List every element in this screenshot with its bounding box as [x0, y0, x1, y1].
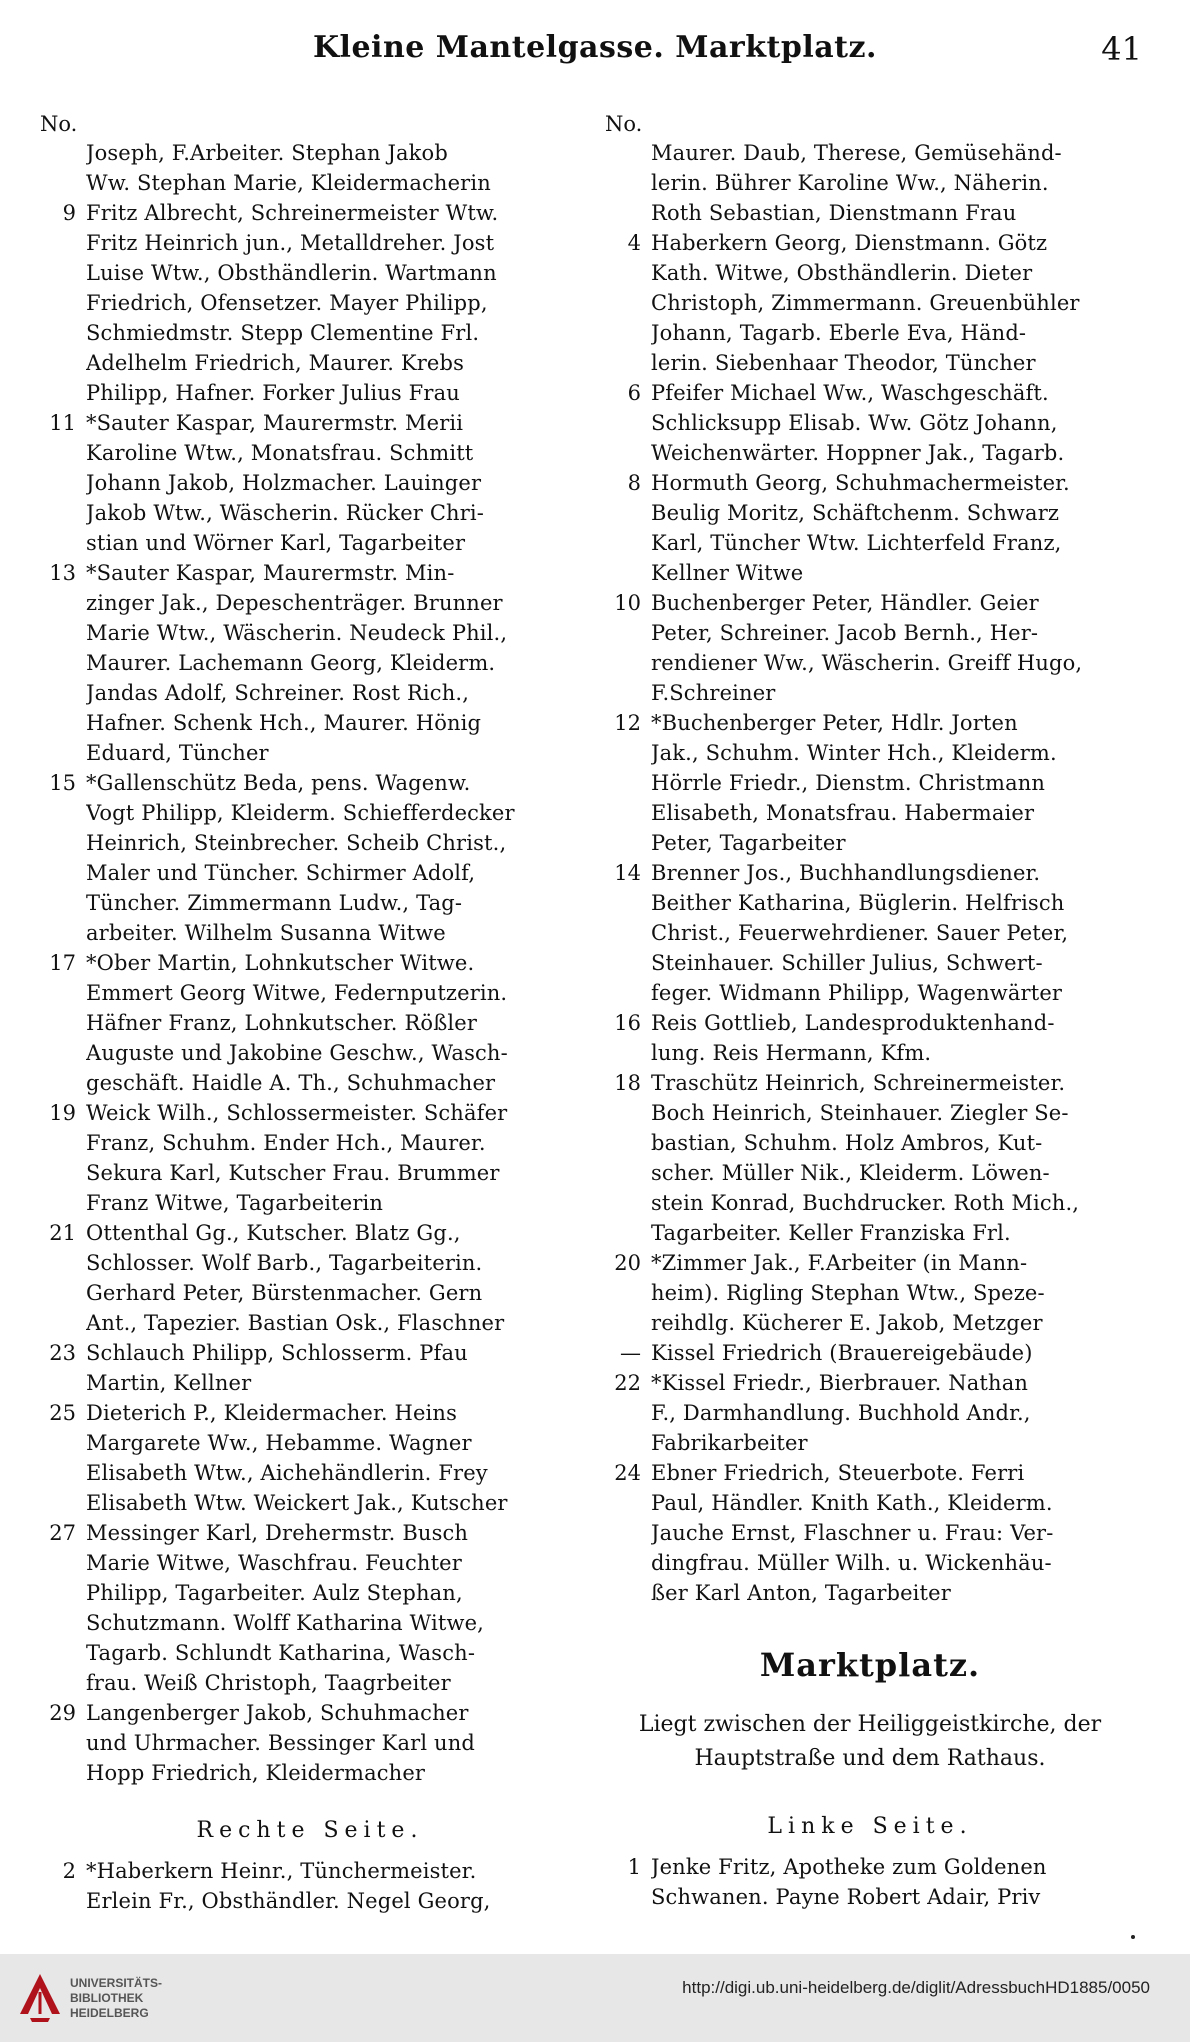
entry-line: Pfeifer Michael Ww., Waschgeschäft. — [651, 381, 1049, 405]
entry-line: Ottenthal Gg., Kutscher. Blatz Gg., — [86, 1221, 461, 1245]
entry-line: Kellner Witwe — [651, 561, 804, 585]
house-number: — — [620, 1341, 641, 1365]
address-entry — [40, 138, 580, 198]
house-number: 2 — [62, 1859, 76, 1883]
right-column — [605, 110, 1135, 1912]
entry-line: Brenner Jos., Buchhandlungsdiener. — [651, 861, 1041, 885]
address-entry — [40, 1698, 580, 1788]
library-name-line: UNIVERSITÄTS- — [70, 1976, 163, 1990]
entry-line: Dieterich P., Kleidermacher. Heins — [86, 1401, 458, 1425]
entry-line: Emmert Georg Witwe, Federnputzerin. — [86, 981, 508, 1005]
entry-line: Schutzmann. Wolff Katharina Witwe, — [86, 1611, 484, 1635]
entry-line: Reis Gottlieb, Landesproduktenhand- — [651, 1011, 1055, 1035]
entry-line: Schmiedmstr. Stepp Clementine Frl. — [86, 321, 480, 345]
entry-line: Steinhauer. Schiller Julius, Schwert- — [651, 951, 1043, 975]
entry-line: Maurer. Daub, Therese, Gemüsehänd- — [651, 141, 1062, 165]
entry-line: zinger Jak., Depeschenträger. Brunner — [86, 591, 503, 615]
house-number: 25 — [49, 1401, 76, 1425]
entry-line: Ant., Tapezier. Bastian Osk., Flaschner — [86, 1311, 505, 1335]
entry-line: Adelhelm Friedrich, Maurer. Krebs — [86, 351, 465, 375]
entry-line: Fritz Albrecht, Schreinermeister Wtw. — [86, 201, 499, 225]
entry-line: Joseph, F.Arbeiter. Stephan Jakob — [86, 141, 448, 165]
entry-line: Franz, Schuhm. Ender Hch., Maurer. — [86, 1131, 486, 1155]
entry-line: Elisabeth Wtw., Aichehändlerin. Frey — [86, 1461, 488, 1485]
library-name-line: HEIDELBERG — [70, 2006, 149, 2020]
entry-line: Franz Witwe, Tagarbeiterin — [86, 1191, 384, 1215]
address-entry — [40, 1856, 580, 1916]
address-entry — [40, 1098, 580, 1218]
left-entries — [40, 138, 580, 1788]
house-number: 11 — [49, 411, 76, 435]
right-entries — [605, 138, 1135, 1608]
house-number: 21 — [49, 1221, 76, 1245]
section-description-line: Hauptstraße und dem Rathaus. — [694, 1746, 1046, 1771]
house-number: 22 — [614, 1371, 641, 1395]
entry-line: Johann, Tagarb. Eberle Eva, Händ- — [651, 321, 1027, 345]
address-entry — [40, 768, 580, 948]
entry-line: Philipp, Tagarbeiter. Aulz Stephan, — [86, 1581, 463, 1605]
house-number: 17 — [49, 951, 76, 975]
address-entry — [605, 1368, 1135, 1458]
entry-line: Johann Jakob, Holzmacher. Lauinger — [86, 471, 482, 495]
entry-line: Karoline Wtw., Monatsfrau. Schmitt — [86, 441, 474, 465]
house-number: 4 — [627, 231, 641, 255]
address-entry — [40, 1398, 580, 1518]
entry-line: Jauche Ernst, Flaschner u. Frau: Ver- — [651, 1521, 1054, 1545]
entry-line: *Gallenschütz Beda, pens. Wagenw. — [86, 771, 471, 795]
entry-line: Tüncher. Zimmermann Ludw., Tag- — [86, 891, 463, 915]
right-side-heading: Rechte Seite. — [196, 1818, 424, 1843]
entry-line: Hormuth Georg, Schuhmachermeister. — [651, 471, 1070, 495]
entry-line: Messinger Karl, Drehermstr. Busch — [86, 1521, 469, 1545]
entry-line: Peter, Schreiner. Jacob Bernh., Her- — [651, 621, 1039, 645]
address-entry — [40, 198, 580, 408]
entry-line: *Zimmer Jak., F.Arbeiter (in Mann- — [651, 1251, 1028, 1275]
entry-line: *Kissel Friedr., Bierbrauer. Nathan — [651, 1371, 1029, 1395]
section-heading: Marktplatz. — [759, 1646, 981, 1684]
house-number: 15 — [49, 771, 76, 795]
address-entry — [605, 138, 1135, 228]
entry-line: Ww. Stephan Marie, Kleidermacherin — [86, 171, 491, 195]
address-entry — [605, 1068, 1135, 1248]
entry-line: Buchenberger Peter, Händler. Geier — [651, 591, 1039, 615]
address-entry — [40, 1218, 580, 1338]
entry-line: Ebner Friedrich, Steuerbote. Ferri — [651, 1461, 1025, 1485]
entry-line: Marie Wtw., Wäscherin. Neudeck Phil., — [86, 621, 508, 645]
page-header — [0, 30, 1190, 80]
entry-line: Häfner Franz, Lohnkutscher. Rößler — [86, 1011, 478, 1035]
address-entry — [605, 1338, 1135, 1368]
address-entry — [605, 468, 1135, 588]
entry-line: Vogt Philipp, Kleiderm. Schiefferdecker — [86, 801, 515, 825]
address-entry — [605, 378, 1135, 468]
entry-line: *Haberkern Heinr., Tünchermeister. — [86, 1859, 477, 1883]
entry-line: Peter, Tagarbeiter — [651, 831, 846, 855]
address-entry — [605, 1008, 1135, 1068]
entry-line: Hafner. Schenk Hch., Maurer. Hönig — [86, 711, 482, 735]
house-number: 23 — [49, 1341, 76, 1365]
source-url[interactable]: http://digi.ub.uni-heidelberg.de/diglit/AdressbuchHD1885/0050 — [682, 1978, 1150, 1997]
entry-line: Marie Witwe, Waschfrau. Feuchter — [86, 1551, 462, 1575]
entry-line: *Sauter Kaspar, Maurermstr. Merii — [86, 411, 464, 435]
address-entry — [40, 1338, 580, 1398]
address-entry — [605, 708, 1135, 858]
house-number: 12 — [614, 711, 641, 735]
entry-line: scher. Müller Nik., Kleiderm. Löwen- — [651, 1161, 1050, 1185]
house-number: 9 — [62, 201, 76, 225]
address-entry — [605, 1248, 1135, 1338]
entry-line: lung. Reis Hermann, Kfm. — [651, 1041, 932, 1065]
entry-line: ßer Karl Anton, Tagarbeiter — [651, 1581, 951, 1605]
left-side-entries — [605, 1852, 1135, 1912]
section-description — [605, 1708, 1135, 1776]
entry-line: Elisabeth, Monatsfrau. Habermaier — [651, 801, 1035, 825]
entry-line: frau. Weiß Christoph, Taagrbeiter — [86, 1671, 451, 1695]
library-name-line: BIBLIOTHEK — [70, 1991, 144, 2005]
entry-line: feger. Widmann Philipp, Wagenwärter — [651, 981, 1063, 1005]
entry-line: Haberkern Georg, Dienstmann. Götz — [651, 231, 1048, 255]
entry-line: Auguste und Jakobine Geschw., Wasch- — [86, 1041, 508, 1065]
house-number: 16 — [614, 1011, 641, 1035]
house-number: 13 — [49, 561, 76, 585]
entry-line: geschäft. Haidle A. Th., Schuhmacher — [86, 1071, 496, 1095]
entry-line: Heinrich, Steinbrecher. Scheib Christ., — [86, 831, 507, 855]
entry-line: Jenke Fritz, Apotheke zum Goldenen — [651, 1855, 1047, 1879]
entry-line: und Uhrmacher. Bessinger Karl und — [86, 1731, 475, 1755]
house-number: 27 — [49, 1521, 76, 1545]
entry-line: Karl, Tüncher Wtw. Lichterfeld Franz, — [651, 531, 1062, 555]
entry-line: *Buchenberger Peter, Hdlr. Jorten — [651, 711, 1018, 735]
address-entry — [605, 858, 1135, 1008]
house-number: 20 — [614, 1251, 641, 1275]
entry-line: Schlauch Philipp, Schlosserm. Pfau — [86, 1341, 468, 1365]
entry-line: Jakob Wtw., Wäscherin. Rücker Chri- — [86, 501, 485, 525]
entry-line: F., Darmhandlung. Buchhold Andr., — [651, 1401, 1031, 1425]
address-entry — [40, 948, 580, 1098]
left-side-heading: Linke Seite. — [767, 1814, 973, 1839]
entry-line: Traschütz Heinrich, Schreinermeister. — [651, 1071, 1066, 1095]
address-entry — [605, 228, 1135, 378]
entry-line: Hörrle Friedr., Dienstm. Christmann — [651, 771, 1046, 795]
page-title: Kleine Mantelgasse. Marktplatz. — [312, 30, 877, 65]
entry-line: Jandas Adolf, Schreiner. Rost Rich., — [86, 681, 470, 705]
entry-line: *Sauter Kaspar, Maurermstr. Min- — [86, 561, 455, 585]
entry-line: Philipp, Hafner. Forker Julius Frau — [86, 381, 460, 405]
entry-line: bastian, Schuhm. Holz Ambros, Kut- — [651, 1131, 1043, 1155]
entry-line: Jak., Schuhm. Winter Hch., Kleiderm. — [651, 741, 1057, 765]
house-number: 19 — [49, 1101, 76, 1125]
entry-line: Paul, Händler. Knith Kath., Kleiderm. — [651, 1491, 1053, 1515]
entry-line: stian und Wörner Karl, Tagarbeiter — [86, 531, 466, 555]
house-number: 29 — [49, 1701, 76, 1725]
number-column-label: No. — [605, 112, 643, 136]
entry-line: heim). Rigling Stephan Wtw., Speze- — [651, 1281, 1045, 1305]
entry-line: F.Schreiner — [651, 681, 776, 705]
entry-line: Eduard, Tüncher — [86, 741, 269, 765]
entry-line: dingfrau. Müller Wilh. u. Wickenhäu- — [651, 1551, 1052, 1575]
house-number: 8 — [627, 471, 641, 495]
entry-line: Kath. Witwe, Obsthändlerin. Dieter — [651, 261, 1033, 285]
address-entry — [605, 588, 1135, 708]
entry-line: Luise Wtw., Obsthändlerin. Wartmann — [86, 261, 497, 285]
library-name — [70, 1976, 162, 2021]
entry-line: Boch Heinrich, Steinhauer. Ziegler Se- — [651, 1101, 1069, 1125]
entry-line: Schlosser. Wolf Barb., Tagarbeiterin. — [86, 1251, 483, 1275]
entry-line: Christoph, Zimmermann. Greuenbühler — [651, 291, 1080, 315]
entry-line: Maurer. Lachemann Georg, Kleiderm. — [86, 651, 496, 675]
entry-line: Friedrich, Ofensetzer. Mayer Philipp, — [86, 291, 488, 315]
entry-line: Margarete Ww., Hebamme. Wagner — [86, 1431, 472, 1455]
page-number: 41 — [1101, 30, 1142, 68]
address-entry — [605, 1852, 1135, 1912]
entry-line: arbeiter. Wilhelm Susanna Witwe — [86, 921, 446, 945]
number-column-label: No. — [40, 112, 78, 136]
house-number: 1 — [627, 1855, 641, 1879]
house-number: 18 — [614, 1071, 641, 1095]
house-number: 10 — [614, 591, 641, 615]
entry-line: Fabrikarbeiter — [651, 1431, 808, 1455]
entry-line: lerin. Bührer Karoline Ww., Näherin. — [651, 171, 1049, 195]
speck-mark — [1131, 1935, 1135, 1939]
entry-line: Gerhard Peter, Bürstenmacher. Gern — [86, 1281, 483, 1305]
entry-line: Langenberger Jakob, Schuhmacher — [86, 1701, 469, 1725]
house-number: 14 — [614, 861, 641, 885]
house-number: 24 — [614, 1461, 641, 1485]
entry-line: Weick Wilh., Schlossermeister. Schäfer — [86, 1101, 508, 1125]
entry-line: Fritz Heinrich jun., Metalldreher. Jost — [86, 231, 495, 255]
entry-line: rendiener Ww., Wäscherin. Greiff Hugo, — [651, 651, 1083, 675]
entry-line: Schlicksupp Elisab. Ww. Götz Johann, — [651, 411, 1058, 435]
left-column — [40, 110, 580, 1916]
entry-line: Kissel Friedrich (Brauereigebäude) — [651, 1341, 1033, 1365]
entry-line: Tagarbeiter. Keller Franziska Frl. — [651, 1221, 1011, 1245]
entry-line: Beulig Moritz, Schäftchenm. Schwarz — [651, 501, 1060, 525]
address-entry — [40, 558, 580, 768]
entry-line: Martin, Kellner — [86, 1371, 252, 1395]
entry-line: Maler und Tüncher. Schirmer Adolf, — [86, 861, 476, 885]
entry-line: Hopp Friedrich, Kleidermacher — [86, 1761, 426, 1785]
entry-line: Erlein Fr., Obsthändler. Negel Georg, — [86, 1889, 491, 1913]
entry-line: reihdlg. Kücherer E. Jakob, Metzger — [651, 1311, 1043, 1335]
entry-line: Elisabeth Wtw. Weickert Jak., Kutscher — [86, 1491, 508, 1515]
library-logo-icon — [14, 1970, 66, 2026]
entry-line: Weichenwärter. Hoppner Jak., Tagarb. — [651, 441, 1065, 465]
address-entry — [605, 1458, 1135, 1608]
entry-line: stein Konrad, Buchdrucker. Roth Mich., — [651, 1191, 1080, 1215]
address-entry — [40, 1518, 580, 1698]
entry-line: Beither Katharina, Büglerin. Helfrisch — [651, 891, 1065, 915]
right-side-entries — [40, 1856, 580, 1916]
entry-line: Sekura Karl, Kutscher Frau. Brummer — [86, 1161, 500, 1185]
entry-line: Tagarb. Schlundt Katharina, Wasch- — [86, 1641, 476, 1665]
entry-line: *Ober Martin, Lohnkutscher Witwe. — [86, 951, 475, 975]
entry-line: Christ., Feuerwehrdiener. Sauer Peter, — [651, 921, 1069, 945]
house-number: 6 — [627, 381, 641, 405]
address-entry — [40, 408, 580, 558]
footer-bar — [0, 1954, 1190, 2042]
section-description-line: Liegt zwischen der Heiliggeistkirche, der — [638, 1712, 1102, 1737]
entry-line: Roth Sebastian, Dienstmann Frau — [651, 201, 1017, 225]
entry-line: lerin. Siebenhaar Theodor, Tüncher — [651, 351, 1036, 375]
entry-line: Schwanen. Payne Robert Adair, Priv — [651, 1885, 1041, 1909]
